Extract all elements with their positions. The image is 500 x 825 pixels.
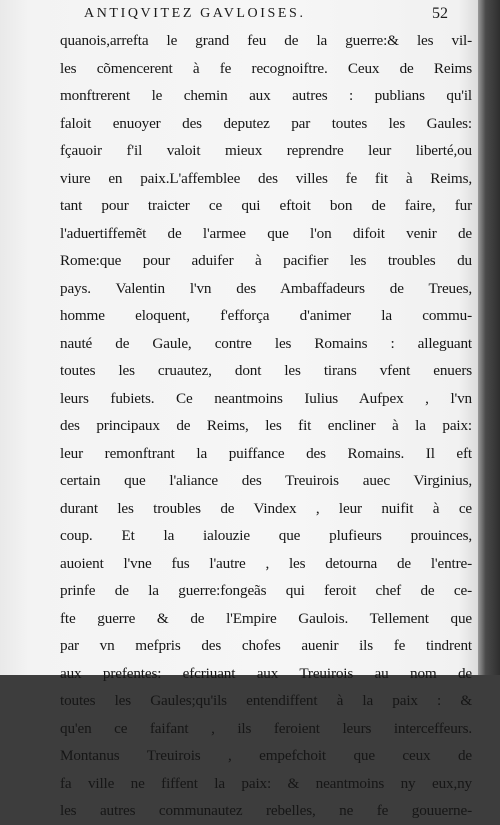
- body-text: [60, 27, 472, 825]
- text-line: toutes les Gaules;qu'ils entendiffent à la paix : &: [60, 692, 472, 709]
- text-line: leur remonftrant la puiffance des Romains. Il eft: [60, 444, 472, 462]
- page-number: 52: [432, 5, 448, 22]
- text-line: pays. Valentin l'vn des Ambaffadeurs de Treues,: [60, 279, 472, 297]
- running-title: ANTIQVITEZ GAVLOISES.: [84, 6, 306, 21]
- page-edge-shadow: [478, 0, 500, 675]
- text-line: coup. Et la ialouzie que plufieurs prouinces,: [60, 527, 472, 544]
- text-line: prinfe de la guerre:fongeãs qui feroit chef de ce-: [60, 582, 472, 599]
- text-line: qu'en ce faifant , ils feroient leurs interceffeurs.: [60, 719, 472, 737]
- text-line: fa ville ne fiffent la paix: & neantmoins ny eux,ny: [60, 774, 472, 792]
- text-line: quanois,arrefta le grand feu de la guerre:& les vil-: [60, 32, 472, 49]
- text-line: tant pour traicter ce qui eftoit bon de faire, fur: [60, 197, 472, 214]
- text-line: monftrerent le chemin aux autres : publians qu'il: [60, 87, 472, 104]
- text-line: certain que l'aliance des Treuirois auec Virginius,: [60, 472, 472, 489]
- text-line: leurs fubiets. Ce neantmoins Iulius Aufpex , l'vn: [60, 389, 472, 407]
- text-line: Rome:que pour aduifer à pacifier les troubles du: [60, 252, 472, 269]
- text-line: homme eloquent, f'efforça d'animer la commu-: [60, 307, 472, 324]
- text-line: l'aduertiffemẽt de l'armee que l'on difoit venir de: [60, 224, 472, 242]
- text-line: par vn mefpris des chofes auenir ils fe tindrent: [60, 637, 472, 654]
- text-line: durant les troubles de Vindex , leur nuifit à ce: [60, 499, 472, 517]
- text-line: les autres communautez rebelles, ne fe gouuerne-: [60, 802, 472, 819]
- text-line: Montanus Treuirois , empefchoit que ceux de: [60, 747, 472, 764]
- text-line: fçauoir f'il valoit mieux reprendre leur liberté,ou: [60, 142, 472, 159]
- text-line: les cõmencerent à fe recognoiftre. Ceux de Reims: [60, 59, 472, 77]
- text-line: toutes les cruautez, dont les tirans vfent enuers: [60, 362, 472, 379]
- text-line: nauté de Gaule, contre les Romains : alleguant: [60, 334, 472, 352]
- text-line: aux prefentes: efcriuant aux Treuirois au nom de: [60, 664, 472, 682]
- text-line: viure en paix.L'affemblee des villes fe fit à Reims,: [60, 169, 472, 187]
- text-line: faloit enuoyer des deputez par toutes les Gaules:: [60, 114, 472, 132]
- text-line: des principaux de Reims, les fit encliner à la paix:: [60, 417, 472, 434]
- text-line: auoient l'vne fus l'autre , les detourna de l'entre-: [60, 554, 472, 572]
- text-line: fte guerre & de l'Empire Gaulois. Tellement que: [60, 609, 472, 627]
